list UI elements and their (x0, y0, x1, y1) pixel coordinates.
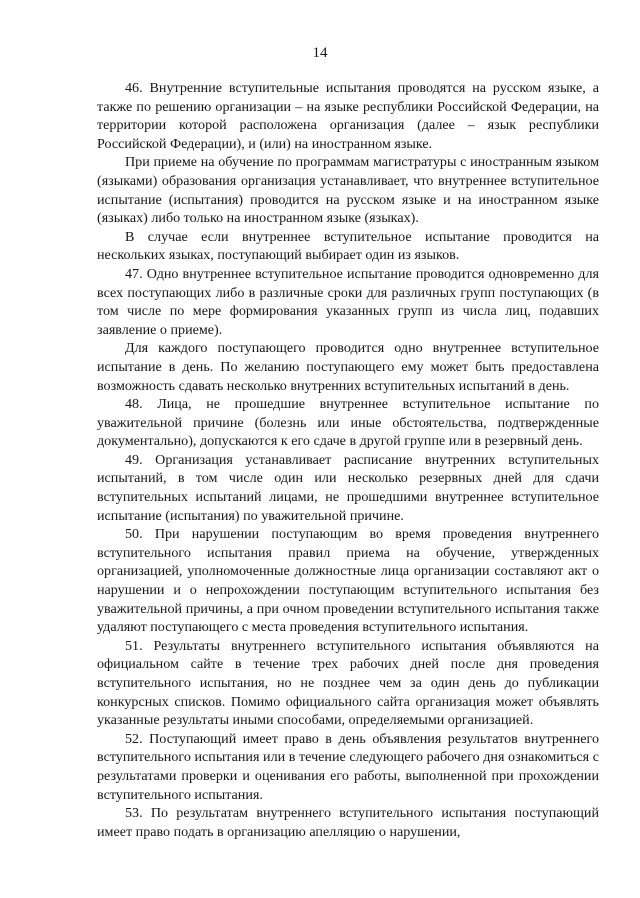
paragraph-47-one-per-day: Для каждого поступающего проводится одно внутреннее вступительное испытание в день. По желанию поступающего ему может быть предоставлена возможность сдавать несколько внутренних вступительных испытаний в день. (97, 340, 599, 394)
paragraph-53: 53. По результатам внутреннего вступительного испытания поступающий имеет право подать в организацию апелляцию о нарушении, (97, 805, 599, 840)
paragraph-46-language-choice: В случае если внутреннее вступительное испытание проводится на нескольких языках, поступающий выбирает один из языков. (97, 228, 599, 264)
paragraph-48: 48. Лица, не прошедшие внутреннее вступительное испытание по уважительной причине (болезнь или иные обстоятельства, подтвержденные документально), допускаются к его сдаче в другой группе или в резервный день. (97, 396, 599, 450)
paragraph-46: 46. Внутренние вступительные испытания проводятся на русском языке, а также по решению организации – на языке республики Российской Федерации, на территории которой расположена организация (далее – язык республики Российской Федерации), и (или) на иностранном языке. (97, 80, 599, 152)
paragraph-46-magistracy: При приеме на обучение по программам магистратуры с иностранным языком (языками) образования организация устанавливает, что внутреннее вступительное испытание (испытания) проводится на русском языке и на иностранном языке (языках) либо только на иностранном языке (языках). (97, 154, 599, 227)
page-number: 14 (312, 45, 328, 61)
document-body (97, 79, 599, 841)
paragraph-52: 52. Поступающий имеет право в день объявления результатов внутреннего вступительного испытания или в течение следующего рабочего дня ознакомиться с результатами проверки и оценивания его работы, выполненной при прохождении вступительного испытания. (97, 730, 599, 803)
paragraph-51: 51. Результаты внутреннего вступительного испытания объявляются на официальном сайте в течение трех рабочих дней после дня проведения вступительного испытания, но не позднее чем за один день до публикации конкурсных списков. Помимо официального сайта организация может объявлять указанные результаты иными способами, определяемыми организацией. (97, 637, 599, 729)
paragraph-50: 50. При нарушении поступающим во время проведения внутреннего вступительного испытания правил приема на обучение, утвержденных организацией, уполномоченные должностные лица организации составляют акт о нарушении и о непрохождении поступающим вступительного испытания без уважительной причины, а при очном проведении вступительного испытания также удаляют поступающего с места проведения вступительного испытания. (97, 526, 599, 636)
paragraph-47: 47. Одно внутреннее вступительное испытание проводится одновременно для всех поступающих либо в различные сроки для различных групп поступающих (в том числе по мере формирования указанных групп из числа лиц, подавших заявление о приеме). (97, 265, 599, 338)
paragraph-49: 49. Организация устанавливает расписание внутренних вступительных испытаний, в том числе один или несколько резервных дней для сдачи вступительных испытаний лицами, не прошедшими внутреннее вступительное испытание (испытания) по уважительной причине. (97, 451, 599, 524)
